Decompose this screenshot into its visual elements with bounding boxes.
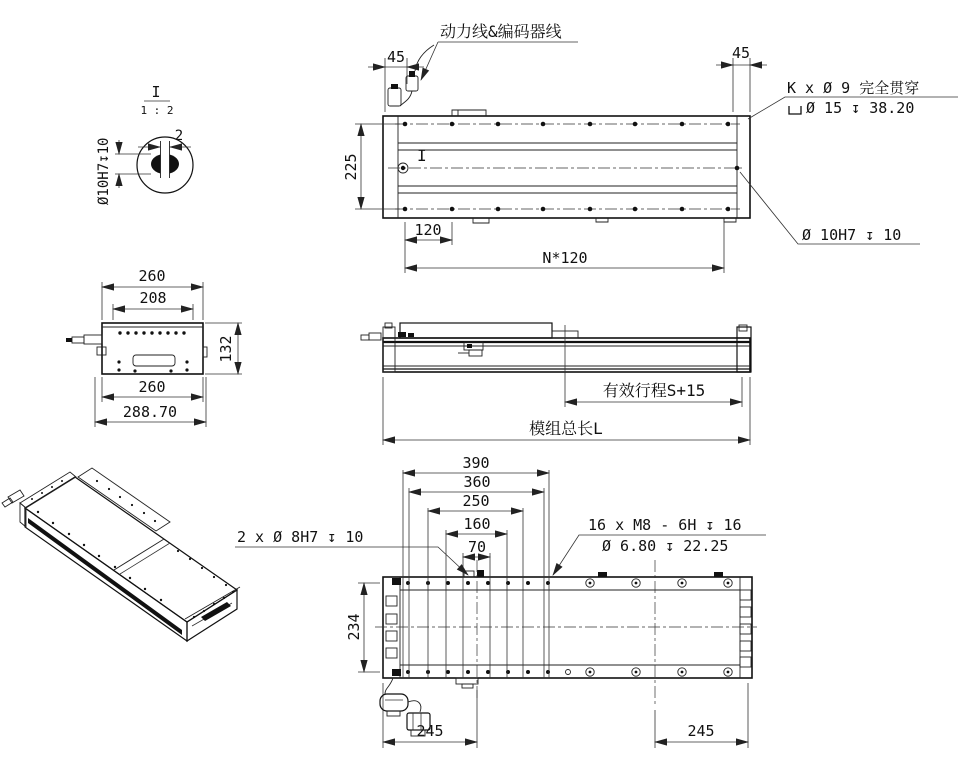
dim-132: 132 [217, 335, 235, 363]
side-view-carriage [400, 323, 552, 338]
end-view-top-holes [118, 331, 185, 334]
right-rail-brackets [740, 590, 751, 667]
dim-288-70: 288.70 [122, 403, 178, 421]
dim-208: 208 [139, 289, 167, 307]
isometric-view [2, 468, 240, 641]
k-hole-note-line2: Ø 15 ↧ 38.20 [806, 99, 915, 117]
dim-n120: N*120 [542, 249, 588, 267]
carriage-holes [406, 581, 571, 675]
bottom-view-body [383, 577, 752, 678]
detail-hole-note: Ø10H7↧10 [96, 137, 112, 205]
counterbore-icon [789, 106, 801, 114]
top-view [342, 22, 958, 273]
dim-390: 390 [462, 454, 490, 472]
iso-connector [8, 490, 24, 503]
bottom-view [235, 454, 766, 748]
end-view-slot [133, 355, 175, 366]
dim-70: 70 [467, 538, 487, 556]
detail-view-label: I [151, 83, 161, 101]
dim-245-left: 245 [416, 722, 444, 740]
thread-note-line1: 16 x M8 - 6H ↧ 16 [588, 516, 742, 534]
detail-marker-label: I [417, 146, 427, 165]
dim-effective-stroke: 有效行程S+15 [602, 381, 706, 400]
dim-120: 120 [414, 221, 442, 239]
dim-225: 225 [342, 153, 360, 181]
dim-234: 234 [345, 613, 363, 641]
dim-total-length: 模组总长L [529, 419, 603, 438]
dim-360: 360 [463, 473, 491, 491]
detail-view-scale: 1 : 2 [140, 104, 174, 117]
dowel-pin-hole-right [735, 166, 740, 171]
end-view-connector [66, 335, 106, 355]
dim-250: 250 [462, 492, 490, 510]
end-vent [201, 602, 231, 621]
end-view [66, 267, 242, 427]
pin-hole-note: Ø 10H7 ↧ 10 [802, 226, 902, 244]
k-hole-note-line1: K x Ø 9 完全贯穿 [787, 79, 920, 97]
dim-260-bottom: 260 [138, 378, 166, 396]
cable-label: 动力线&编码器线 [440, 22, 562, 41]
detail-view [96, 83, 193, 205]
thread-holes [586, 579, 732, 676]
dim-45-right: 45 [731, 44, 751, 62]
detail-slot-dim: 2 [174, 128, 184, 144]
top-view-body [383, 116, 750, 218]
dim-45-left: 45 [386, 48, 406, 66]
dim-245-right: 245 [687, 722, 715, 740]
side-view [361, 323, 751, 445]
dim-160: 160 [463, 515, 491, 533]
thread-note-line2: Ø 6.80 ↧ 22.25 [602, 537, 729, 555]
pin-note: 2 x Ø 8H7 ↧ 10 [237, 528, 364, 546]
side-view-sensor-bracket [458, 342, 483, 356]
dim-260-top: 260 [138, 267, 166, 285]
top-view-mount-holes [403, 122, 731, 212]
